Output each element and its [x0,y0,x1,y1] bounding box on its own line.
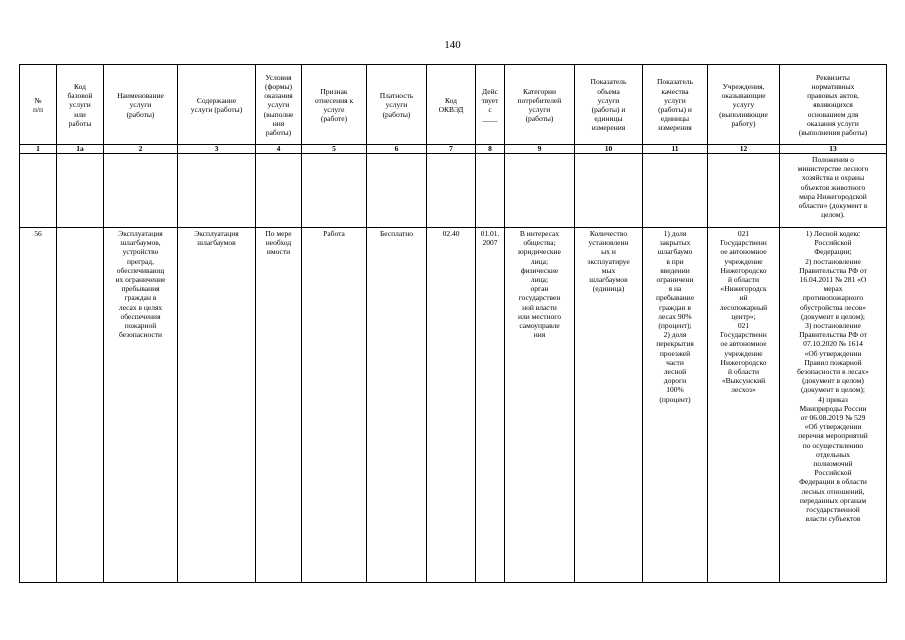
column-number: 7 [427,145,476,154]
table-header-row [20,65,887,145]
header-cell: Категории потребителей услуги (работы) [505,65,575,145]
attribution-sign-cell: Работа [302,228,367,583]
header-cell: № п/п [20,65,57,145]
header-cell: Показатель качества услуги (работы) и единицы измерения [643,65,708,145]
table-cell [708,154,780,228]
volume-indicator-cell: Количество установленн ых и эксплуатируе мых шлагбаумов (единица) [575,228,643,583]
header-cell: Учреждения, оказывающие услугу (выполняющие работу) [708,65,780,145]
services-registry-table [19,64,887,583]
column-number: 1 [20,145,57,154]
column-number-row [20,145,887,154]
header-cell: Показатель объема услуги (работы) и единицы измерения [575,65,643,145]
table-cell [256,154,302,228]
column-number: 2 [104,145,178,154]
legal-acts-cell: 1) Лесной кодекс Российской Федерации; 2) постановление Правительства РФ от 16.04.2011 № 281 «О мерах противопожарного обустройства лесов» (документ в целом); 3) постановление Правительства РФ от 07.10.2020 № 1614 «Об утверждении Правил пожарной безопасности в лесах» (документ в целом) (документ в целом); 4) приказ Минприроды России от 06.08.2019 № 529 «Об утверждении перечня мероприятий по осуществлению отдельных полномочий Российской Федерации в области лесных отношений, переданных органам государственной власти субъектов [780,228,887,583]
header-cell: Условия (формы) оказания услуги (выполне ния работы) [256,65,302,145]
conditions-cell: По мере необход имости [256,228,302,583]
quality-indicator-cell: 1) доля закрытых шлагбаумо в при введении ограничени я на пребывание граждан в лесах 90% (процент); 2) доля перекрытия проезжей части лесной дороги 100% (процент) [643,228,708,583]
table-cell [427,154,476,228]
header-cell: Реквизиты нормативных правовых актов, являющихся основанием для оказания услуги (выполнения работы) [780,65,887,145]
table-cell [302,154,367,228]
header-cell: Платность услуги (работы) [367,65,427,145]
column-number: 9 [505,145,575,154]
table-cell [104,154,178,228]
table-cell [178,154,256,228]
payment-cell: Бесплатно [367,228,427,583]
page-number: 140 [444,39,461,51]
table-cell [20,154,57,228]
header-cell: Наименование услуги (работы) [104,65,178,145]
table-row-56 [20,228,887,583]
table-cell [575,154,643,228]
column-number: 4 [256,145,302,154]
consumer-categories-cell: В интересах общества; юридические лица; физические лица; орган государствен ной власти или местного самоуправле ния [505,228,575,583]
table-cell [367,154,427,228]
table-cell [643,154,708,228]
table-cell [57,154,104,228]
column-number: 5 [302,145,367,154]
header-cell: Содержание услуги (работы) [178,65,256,145]
header-cell: Код базовой услуги или работы [57,65,104,145]
column-number: 8 [476,145,505,154]
column-number: 6 [367,145,427,154]
table-row-continuation [20,154,887,228]
row-number-cell: 56 [20,228,57,583]
table-cell [505,154,575,228]
column-number: 13 [780,145,887,154]
header-cell: Код ОКВЭД [427,65,476,145]
column-number: 10 [575,145,643,154]
legal-acts-cell: Положения о министерстве лесного хозяйства и охраны объектов животного мира Нижегородской области» (документ в целом). [780,154,887,228]
valid-from-cell: 01.01. 2007 [476,228,505,583]
table-cell [476,154,505,228]
okved-code-cell: 02.40 [427,228,476,583]
column-number: 11 [643,145,708,154]
service-content-cell: Эксплуатация шлагбаумов [178,228,256,583]
service-name-cell: Эксплуатация шлагбаумов, устройство преград, обеспечивающ их ограничение пребывания граждан в лесах в целях обеспечения пожарной безопасности [104,228,178,583]
institutions-cell: 021 Государственн ое автономное учреждение Нижегородско й области «Нижегородск ий лесопожарный центр»; 021 Государственн ое автономное учреждение Нижегородско й области «Выксунский лесхоз» [708,228,780,583]
header-cell: Дейс твует с ____ [476,65,505,145]
base-code-cell [57,228,104,583]
column-number: 3 [178,145,256,154]
column-number: 1а [57,145,104,154]
header-cell: Признак отнесения к услуге (работе) [302,65,367,145]
column-number: 12 [708,145,780,154]
